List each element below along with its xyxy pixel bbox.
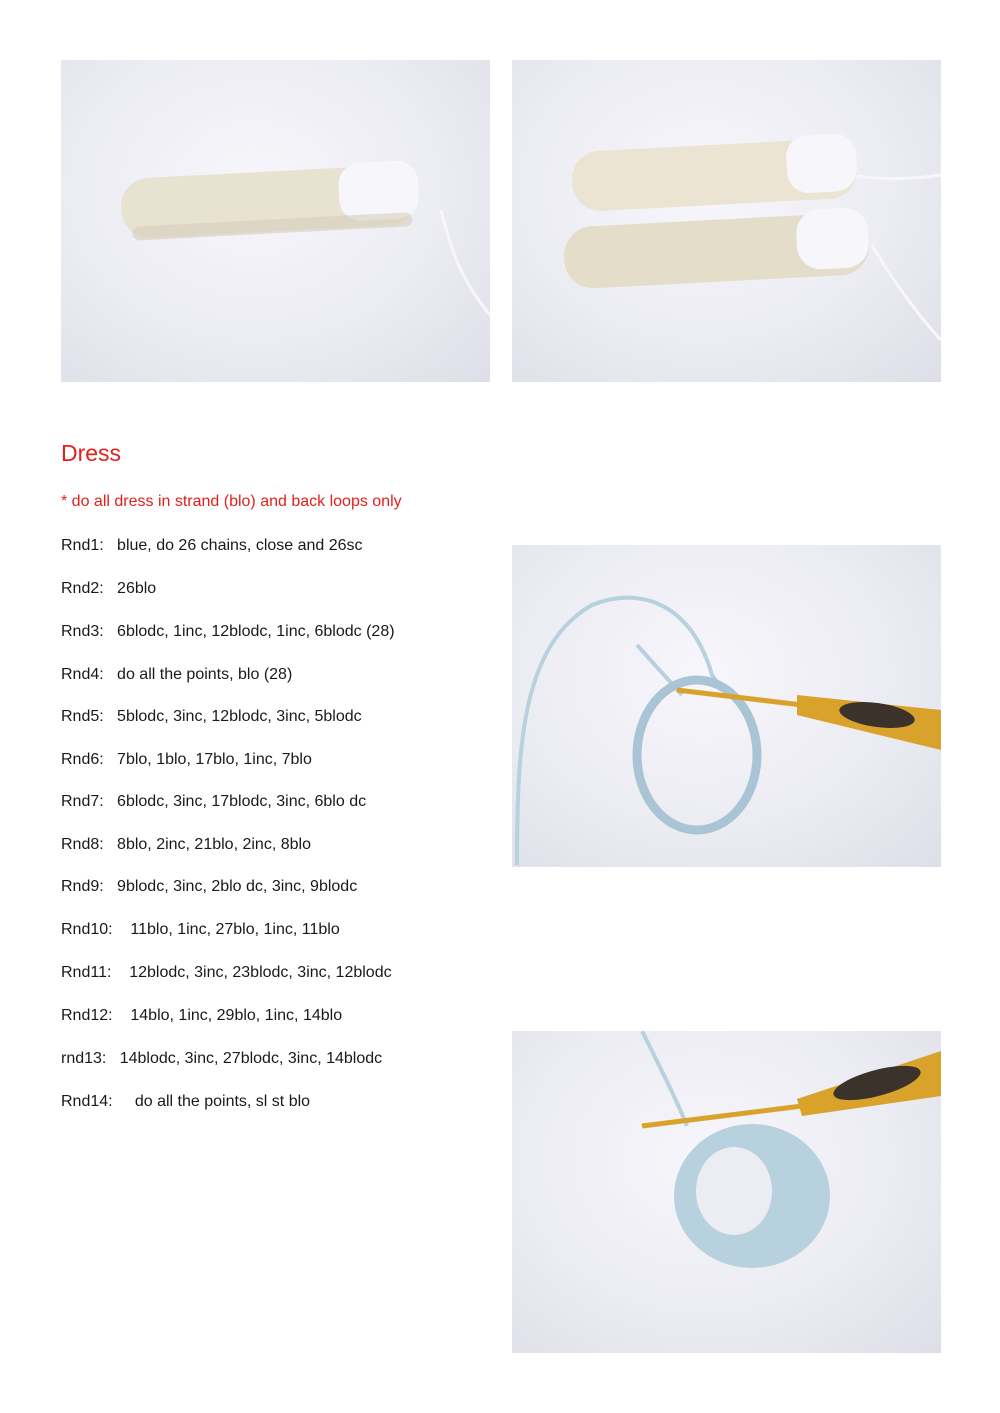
round-label: Rnd2: [61, 580, 104, 597]
round-label: Rnd9: [61, 878, 104, 895]
chain-ring-hook-image [512, 545, 941, 867]
round-instruction: 9blodc, 3inc, 2blo dc, 3inc, 9blodc [117, 878, 358, 895]
round-14 [61, 1093, 310, 1111]
round-instruction: 12blodc, 3inc, 23blodc, 3inc, 12blodc [129, 964, 392, 981]
round-label: Rnd4: [61, 666, 104, 683]
round-label: Rnd8: [61, 836, 104, 853]
round-label: Rnd6: [61, 751, 104, 768]
round-label: Rnd3: [61, 623, 104, 640]
round-instruction: 11blo, 1inc, 27blo, 1inc, 11blo [130, 921, 340, 938]
round-8 [61, 836, 311, 854]
round-instruction: 5blodc, 3inc, 12blodc, 3inc, 5blodc [117, 708, 362, 725]
round-4 [61, 666, 292, 684]
crochet-legs-image [512, 60, 941, 382]
round-label: Rnd14: [61, 1093, 113, 1110]
round-instruction: blue, do 26 chains, close and 26sc [117, 537, 363, 554]
round-label: rnd13: [61, 1050, 107, 1067]
photo-single-leg [61, 60, 490, 382]
round-instruction: 6blodc, 3inc, 17blodc, 3inc, 6blo dc [117, 793, 367, 810]
round-2 [61, 580, 156, 598]
round-instruction: 14blo, 1inc, 29blo, 1inc, 14blo [130, 1007, 343, 1024]
round-5 [61, 708, 362, 726]
round-instruction: 14blodc, 3inc, 27blodc, 3inc, 14blodc [119, 1050, 383, 1067]
photo-two-legs [512, 60, 941, 382]
round-3 [61, 623, 395, 641]
round-11 [61, 964, 392, 982]
round-label: Rnd5: [61, 708, 104, 725]
round-13 [61, 1050, 382, 1068]
section-title: Dress [61, 440, 122, 466]
crochet-round-hook-image [512, 1031, 941, 1353]
round-label: Rnd1: [61, 537, 104, 554]
photo-crochet-round [512, 1031, 941, 1353]
round-instruction: do all the points, blo (28) [117, 666, 293, 683]
round-7 [61, 793, 366, 811]
round-12 [61, 1007, 342, 1025]
photo-chain-ring [512, 545, 941, 867]
round-instruction: 7blo, 1blo, 17blo, 1inc, 7blo [117, 751, 312, 768]
round-6 [61, 751, 312, 769]
crochet-leg-image [61, 60, 490, 382]
round-label: Rnd7: [61, 793, 104, 810]
round-1 [61, 537, 363, 555]
round-label: Rnd10: [61, 921, 113, 938]
round-label: Rnd12: [61, 1007, 113, 1024]
round-instruction: do all the points, sl st blo [134, 1093, 311, 1110]
round-label: Rnd11: [61, 964, 112, 981]
round-instruction: 6blodc, 1inc, 12blodc, 1inc, 6blodc (28) [117, 623, 395, 640]
round-9 [61, 878, 357, 896]
round-10 [61, 921, 340, 939]
round-instruction: 26blo [117, 580, 157, 597]
round-instruction: 8blo, 2inc, 21blo, 2inc, 8blo [117, 836, 311, 853]
section-note: * do all dress in strand (blo) and back loops only [61, 493, 402, 510]
